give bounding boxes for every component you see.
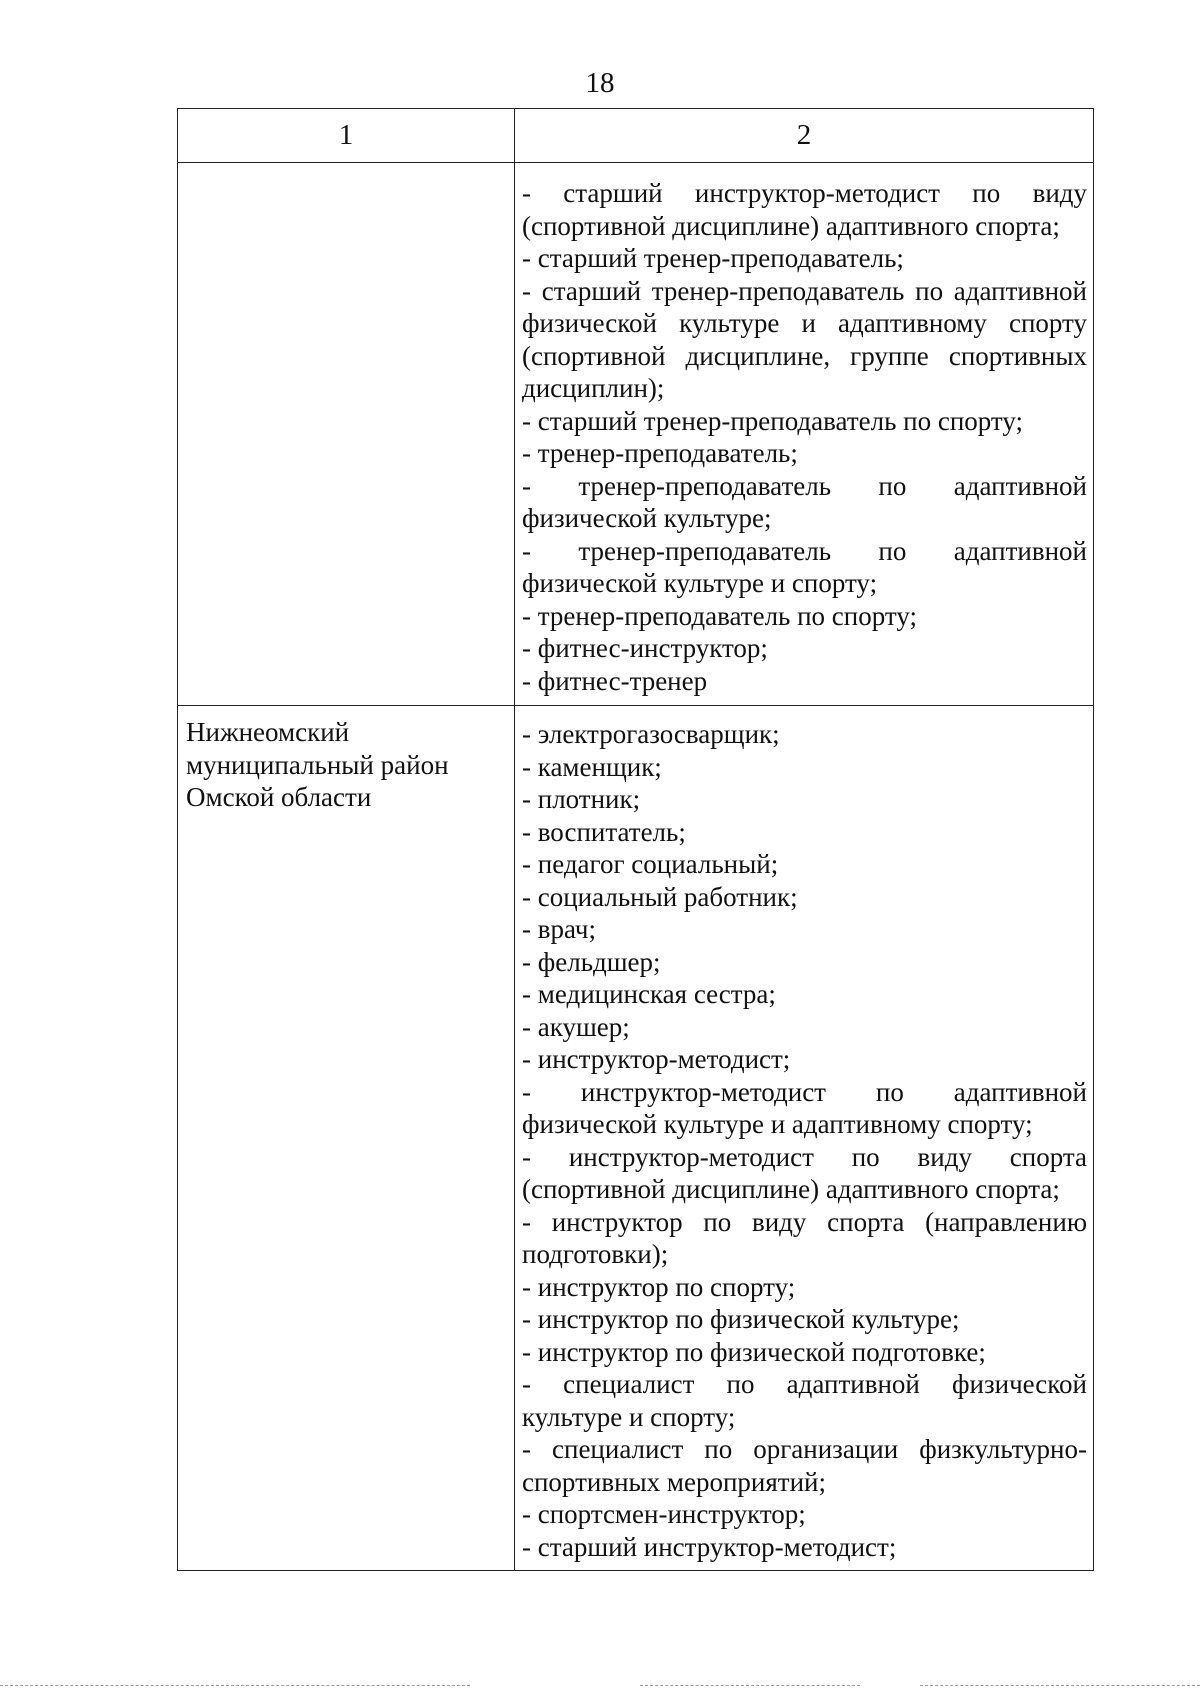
region-name-line: Нижнеомский bbox=[186, 717, 350, 747]
position-item: - плотник; bbox=[522, 784, 641, 814]
position-item: - врач; bbox=[522, 914, 596, 944]
table-header-row bbox=[178, 109, 1094, 163]
position-item: - инструктор-методист по адаптивной физической культуре и адаптивному спорту; bbox=[522, 1076, 1087, 1139]
position-item: - тренер-преподаватель по адаптивной физической культуре; bbox=[522, 470, 1087, 533]
position-item: - инструктор-методист по виду спорта (спортивной дисциплине) адаптивного спорта; bbox=[522, 1141, 1087, 1204]
position-item: - спортсмен-инструктор; bbox=[522, 1499, 806, 1529]
region-name-line: муниципальный район bbox=[186, 749, 449, 780]
column-header-2: 2 bbox=[515, 109, 1094, 163]
positions-cell bbox=[515, 706, 1094, 1571]
scan-edge-line bbox=[640, 1685, 860, 1686]
position-item: - инструктор-методист; bbox=[522, 1044, 791, 1074]
position-item: - тренер-преподаватель по адаптивной физической культуре и спорту; bbox=[522, 535, 1087, 598]
position-item: - старший тренер-преподаватель по адаптивной физической культуре и адаптивному спорту (спортивной дисциплине, группе спортивных дисциплин); bbox=[522, 275, 1087, 403]
page-number: 18 bbox=[585, 67, 615, 99]
position-item: - каменщик; bbox=[522, 751, 662, 782]
region-cell bbox=[178, 163, 515, 706]
position-item: - педагог социальный; bbox=[522, 849, 779, 879]
position-item: - инструктор по физической подготовке; bbox=[522, 1336, 986, 1367]
position-item: - инструктор по физической культуре; bbox=[522, 1304, 960, 1334]
position-item: - старший тренер-преподаватель; bbox=[522, 243, 904, 273]
position-item: - фитнес-тренер bbox=[522, 665, 708, 696]
position-item: - фельдшер; bbox=[522, 946, 661, 977]
table-row bbox=[178, 163, 1094, 706]
position-item: - специалист по адаптивной физической культуре и спорту; bbox=[522, 1369, 1087, 1432]
position-item: - старший инструктор-методист по виду (спортивной дисциплине) адаптивного спорта; bbox=[522, 178, 1087, 241]
position-item: - инструктор по спорту; bbox=[522, 1271, 796, 1302]
position-item: - тренер-преподаватель; bbox=[522, 438, 798, 468]
region-cell bbox=[178, 706, 515, 1571]
table-row bbox=[178, 706, 1094, 1571]
position-item: - электрогазосварщик; bbox=[522, 719, 780, 749]
position-item: - воспитатель; bbox=[522, 816, 686, 847]
region-name-line: Омской области bbox=[186, 782, 372, 812]
position-item: - старший инструктор-методист; bbox=[522, 1531, 897, 1562]
position-item: - социальный работник; bbox=[522, 881, 798, 912]
column-header-1: 1 bbox=[178, 109, 515, 163]
position-item: - фитнес-инструктор; bbox=[522, 633, 768, 663]
position-item: - медицинская сестра; bbox=[522, 979, 776, 1009]
position-item: - акушер; bbox=[522, 1011, 630, 1042]
scan-edge-line bbox=[920, 1685, 1200, 1686]
positions-table bbox=[177, 108, 1094, 1571]
positions-cell bbox=[515, 163, 1094, 706]
scan-edge-line bbox=[0, 1685, 470, 1686]
position-item: - тренер-преподаватель по спорту; bbox=[522, 600, 917, 631]
position-item: - старший тренер-преподаватель по спорту; bbox=[522, 405, 1024, 436]
position-item: - специалист по организации физкультурно-спортивных мероприятий; bbox=[522, 1434, 1087, 1497]
position-item: - инструктор по виду спорта (направлению подготовки); bbox=[522, 1206, 1087, 1269]
